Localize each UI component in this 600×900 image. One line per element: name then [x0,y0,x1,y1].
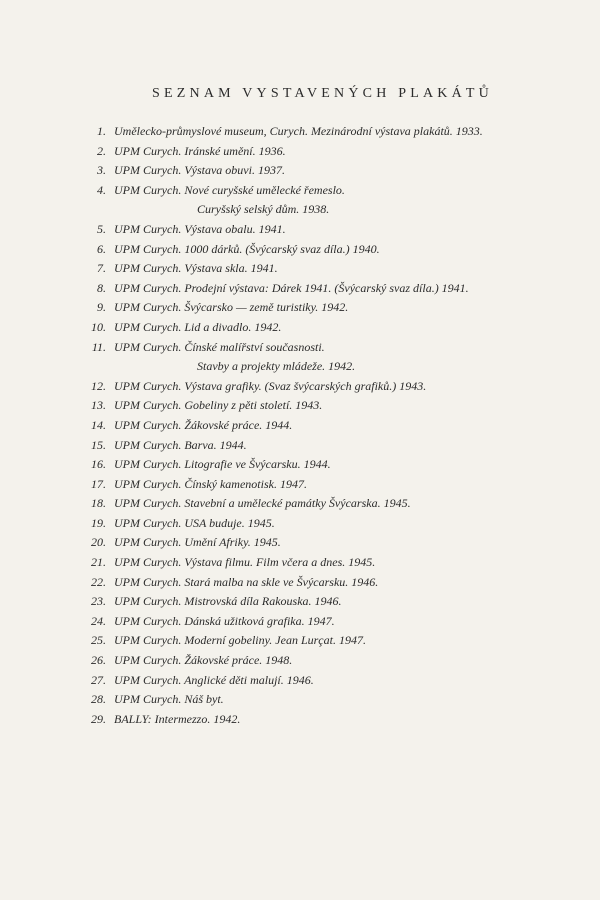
item-text: UPM Curych. Moderní gobeliny. Jean Lurçat. 1947. [114,633,366,648]
list-item [0,338,600,358]
list-item [0,416,600,436]
item-text: UPM Curych. Výstava obalu. 1941. [114,221,286,236]
poster-list [0,122,600,729]
item-number: 29. [91,711,106,726]
item-text: Umělecko-průmyslové museum, Curych. Mezinárodní výstava plakátů. 1933. [114,124,483,138]
item-number: 14. [91,417,106,432]
list-item-continuation [0,357,600,377]
item-text: UPM Curych. Anglické děti malují. 1946. [114,672,314,687]
list-item [0,122,600,142]
item-text: UPM Curych. Lid a divadlo. 1942. [114,319,282,334]
list-item [0,396,600,416]
item-text: UPM Curych. Výstava filmu. Film včera a dnes. 1945. [114,555,376,570]
item-text-continuation: Curyšský selský dům. 1938. [197,202,330,217]
item-number: 13. [91,398,106,413]
page-title: SEZNAM VYSTAVENÝCH PLAKÁTŮ [152,86,493,101]
item-number: 22. [91,574,106,589]
list-item-continuation [0,200,600,220]
item-number: 27. [91,672,106,687]
item-text: UPM Curych. 1000 dárků. (Švýcarský svaz díla.) 1940. [114,241,380,256]
list-item [0,240,600,260]
item-text: UPM Curych. Nové curyšské umělecké řemeslo. [114,182,345,197]
item-text: UPM Curych. Výstava skla. 1941. [114,261,278,276]
item-text: UPM Curych. Výstava grafiky. (Svaz švýcarských grafiků.) 1943. [114,378,427,393]
list-item [0,573,600,593]
item-number: 11. [91,339,106,354]
item-text: UPM Curych. Stará malba na skle ve Švýcarsku. 1946. [114,574,379,589]
list-item [0,690,600,710]
list-item [0,494,600,514]
list-item [0,279,600,299]
item-text: UPM Curych. Dánská užitková grafika. 1947. [114,613,335,628]
item-number: 21. [91,555,106,570]
item-text: UPM Curych. Umění Afriky. 1945. [114,535,281,550]
list-item [0,436,600,456]
item-number: 12. [91,378,106,393]
item-text: UPM Curych. Mistrovská díla Rakouska. 1946. [114,594,342,609]
item-text: UPM Curych. Iránské umění. 1936. [114,143,286,158]
list-item [0,455,600,475]
item-number: 24. [91,613,106,628]
item-number: 4. [97,182,106,197]
item-text: UPM Curych. Výstava obuvi. 1937. [114,163,285,178]
list-item [0,553,600,573]
list-item [0,671,600,691]
list-item [0,181,600,201]
item-text: UPM Curych. Švýcarsko — země turistiky. 1942. [114,300,349,315]
item-number: 25. [91,633,106,648]
list-item [0,318,600,338]
item-text: UPM Curych. Gobeliny z pěti století. 1943. [114,398,323,413]
item-number: 17. [91,476,106,491]
item-number: 5. [97,221,106,236]
list-item [0,651,600,671]
list-item [0,592,600,612]
item-text: UPM Curych. Čínské malířství současnosti. [114,339,325,354]
list-item [0,612,600,632]
item-number: 3. [97,163,106,178]
item-text-continuation: Stavby a projekty mládeže. 1942. [197,359,356,374]
item-text: UPM Curych. Náš byt. [114,692,224,707]
item-number: 28. [91,692,106,707]
item-number: 15. [91,437,106,452]
item-number: 6. [97,241,106,256]
item-text: UPM Curych. Čínský kamenotisk. 1947. [114,476,307,491]
item-number: 8. [97,280,106,295]
list-item [0,475,600,495]
item-number: 10. [91,319,106,334]
list-item [0,259,600,279]
item-number: 23. [91,594,106,609]
list-item [0,533,600,553]
item-text: UPM Curych. Stavební a umělecké památky Švýcarska. 1945. [114,496,411,511]
item-number: 7. [97,261,106,276]
item-text: UPM Curych. Prodejní výstava: Dárek 1941. (Švýcarský svaz díla.) 1941. [114,280,469,295]
item-number: 20. [91,535,106,550]
list-item [0,142,600,162]
list-item [0,514,600,534]
list-item [0,220,600,240]
item-number: 26. [91,653,106,668]
item-number: 19. [91,515,106,530]
item-number: 9. [97,300,106,315]
list-item [0,710,600,730]
item-number: 2. [97,143,106,158]
list-item [0,161,600,181]
item-number: 18. [91,496,106,511]
list-item [0,377,600,397]
item-text: UPM Curych. Barva. 1944. [114,437,247,452]
item-number: 1. [97,124,106,138]
item-text: UPM Curych. Žákovské práce. 1944. [114,417,293,432]
list-item [0,631,600,651]
item-text: BALLY: Intermezzo. 1942. [114,711,241,726]
item-text: UPM Curych. USA buduje. 1945. [114,515,275,530]
list-item [0,298,600,318]
item-number: 16. [91,457,106,472]
item-text: UPM Curych. Litografie ve Švýcarsku. 1944. [114,457,331,472]
item-text: UPM Curych. Žákovské práce. 1948. [114,653,293,668]
